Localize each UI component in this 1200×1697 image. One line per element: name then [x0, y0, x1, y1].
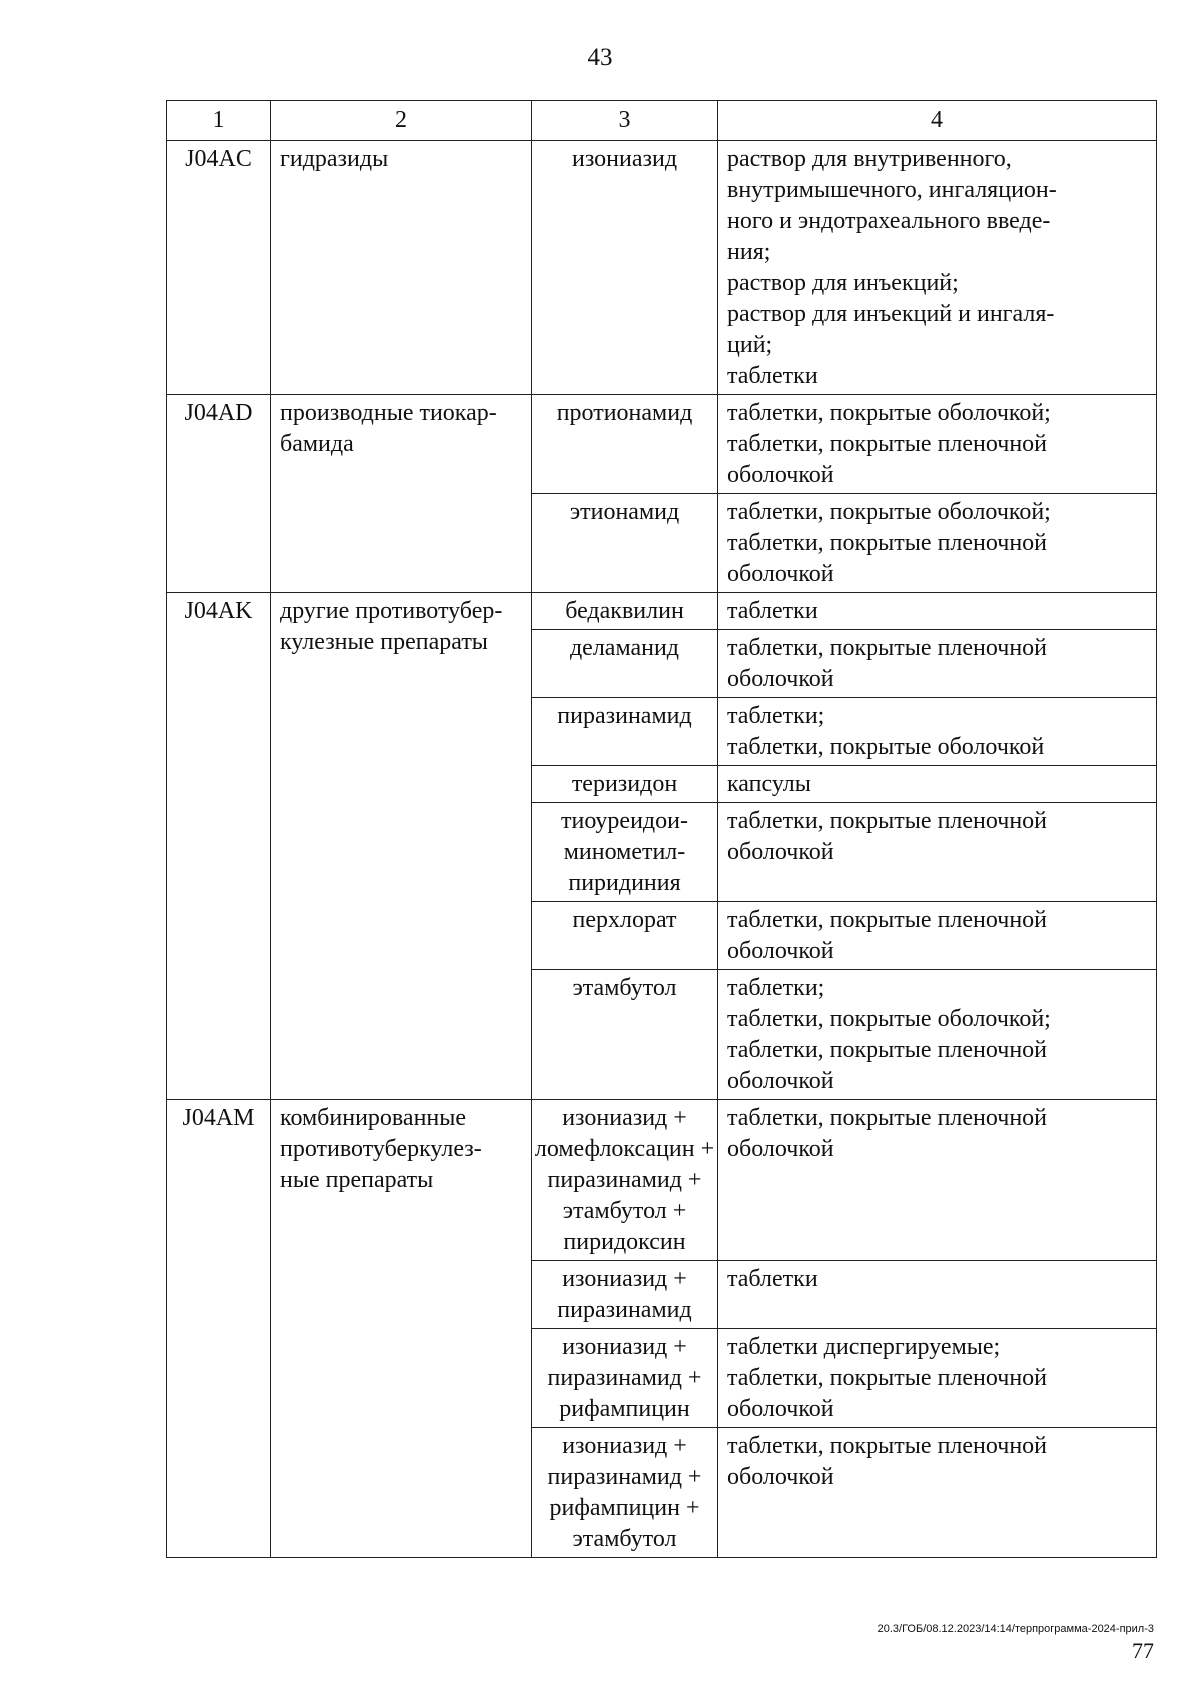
drug-table — [166, 100, 1157, 1558]
drug-name-cell: пиразинамид — [532, 698, 718, 766]
dosage-form-cell: таблетки, покрытые пленочной оболочкой — [718, 1100, 1157, 1261]
drug-name-cell: изониазид — [532, 141, 718, 395]
dosage-form-cell: таблетки, покрытые оболочкой; таблетки, покрытые пленочной оболочкой — [718, 395, 1157, 494]
group-name-cell: производные тиокар- бамида — [271, 395, 532, 593]
document-code: 20.3/ГОБ/08.12.2023/14:14/терпрограмма-2024-прил-3 — [877, 1623, 1154, 1635]
dosage-form-cell: таблетки; таблетки, покрытые оболочкой — [718, 698, 1157, 766]
dosage-form-cell: таблетки; таблетки, покрытые оболочкой; таблетки, покрытые пленочной оболочкой — [718, 970, 1157, 1100]
table-row — [167, 593, 1157, 630]
drug-name-cell: этионамид — [532, 494, 718, 593]
dosage-form-cell: таблетки диспергируемые; таблетки, покрытые пленочной оболочкой — [718, 1329, 1157, 1428]
drug-name-cell: перхлорат — [532, 902, 718, 970]
atc-code-cell: J04AD — [167, 395, 271, 593]
sheet-number: 77 — [1132, 1638, 1154, 1663]
drug-name-cell: изониазид + пиразинамид + рифампицин + этамбутол — [532, 1428, 718, 1558]
group-name-cell: комбинированные противотуберкулез- ные препараты — [271, 1100, 532, 1558]
dosage-form-cell: таблетки, покрытые пленочной оболочкой — [718, 902, 1157, 970]
drug-name-cell: этамбутол — [532, 970, 718, 1100]
group-name-cell: гидразиды — [271, 141, 532, 395]
drug-name-cell: изониазид + пиразинамид — [532, 1261, 718, 1329]
group-name-cell: другие противотубер- кулезные препараты — [271, 593, 532, 1100]
drug-name-cell: тиоуреидои- минометил- пиридиния — [532, 803, 718, 902]
header-row — [167, 101, 1157, 141]
dosage-form-cell: капсулы — [718, 766, 1157, 803]
drug-name-cell: изониазид + ломефлоксацин + пиразинамид + этамбутол + пиридоксин — [532, 1100, 718, 1261]
column-header: 1 — [167, 101, 271, 141]
drug-name-cell: бедаквилин — [532, 593, 718, 630]
page-number: 43 — [587, 44, 613, 71]
atc-code-cell: J04AC — [167, 141, 271, 395]
column-header: 3 — [532, 101, 718, 141]
dosage-form-cell: таблетки — [718, 593, 1157, 630]
dosage-form-cell: таблетки, покрытые пленочной оболочкой — [718, 803, 1157, 902]
drug-name-cell: теризидон — [532, 766, 718, 803]
table-row — [167, 1100, 1157, 1261]
drug-name-cell: изониазид + пиразинамид + рифампицин — [532, 1329, 718, 1428]
dosage-form-cell: таблетки, покрытые пленочной оболочкой — [718, 630, 1157, 698]
drug-name-cell: протионамид — [532, 395, 718, 494]
column-header: 4 — [718, 101, 1157, 141]
table-row — [167, 395, 1157, 494]
dosage-form-cell: таблетки, покрытые пленочной оболочкой — [718, 1428, 1157, 1558]
dosage-form-cell: таблетки, покрытые оболочкой; таблетки, покрытые пленочной оболочкой — [718, 494, 1157, 593]
table-row — [167, 141, 1157, 395]
dosage-form-cell: таблетки — [718, 1261, 1157, 1329]
column-header: 2 — [271, 101, 532, 141]
atc-code-cell: J04AK — [167, 593, 271, 1100]
dosage-form-cell: раствор для внутривенного, внутримышечного, ингаляцион- ного и эндотрахеального введе- ния; раствор для инъекций; раствор для инъекций и ингаля- ций; таблетки — [718, 141, 1157, 395]
drug-name-cell: деламанид — [532, 630, 718, 698]
atc-code-cell: J04AM — [167, 1100, 271, 1558]
